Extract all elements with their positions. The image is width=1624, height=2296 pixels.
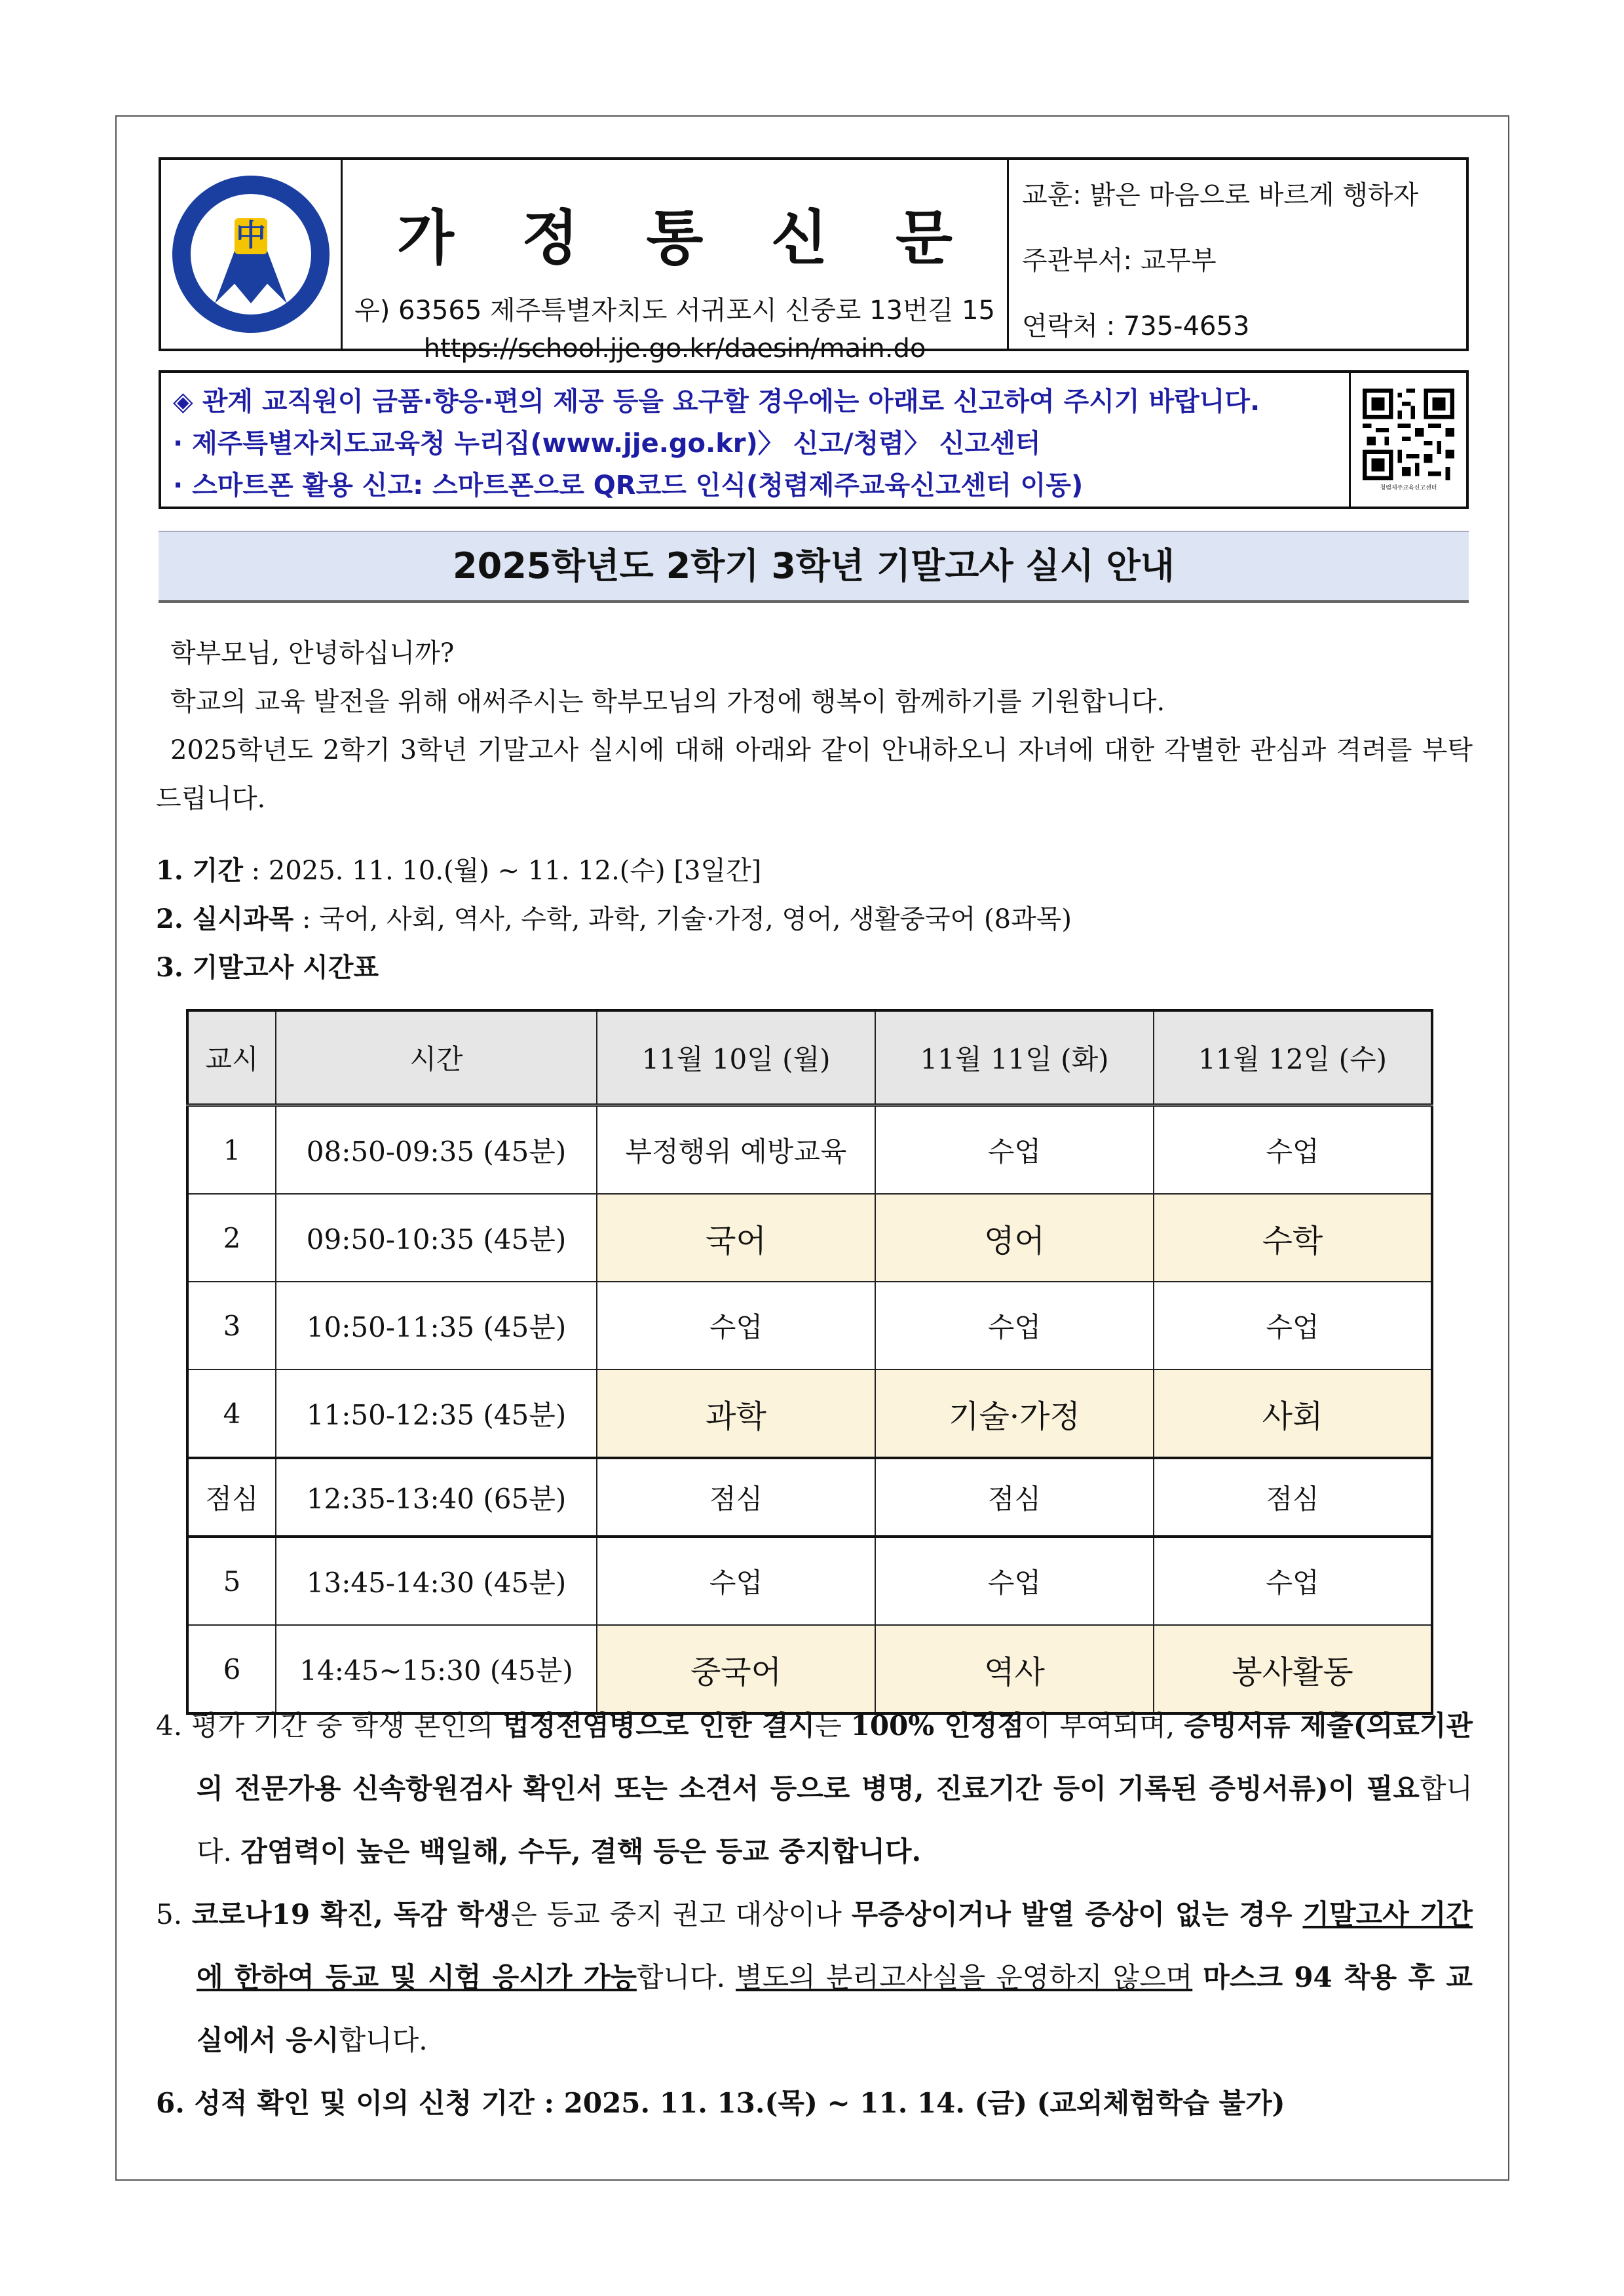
note-5-underline: 별도의 분리고사실을 운영하지 않으며: [735, 1961, 1193, 1993]
time-cell: 10:50-11:35 (45분): [276, 1282, 597, 1369]
table-row: [187, 1369, 1432, 1458]
exam-subject-cell: 봉사활동: [1154, 1625, 1432, 1713]
note-4-bold: 증빙서류 제출(의료기관의 전문가용 신속항원검사 확인서 또는 소견서 등으로 병명, 진료기간 등이 기록된 증빙서류)이 필요: [197, 1710, 1473, 1805]
school-url[interactable]: https://school.jje.go.kr/daesin/main.do: [423, 334, 926, 364]
exam-subject-cell: 역사: [875, 1625, 1154, 1713]
note-4-bold: 감염력이 높은 백일해, 수두, 결핵 등은 등교 중지합니다.: [240, 1835, 922, 1867]
table-header-row: [187, 1010, 1432, 1105]
department: 주관부서: 교무부: [1022, 246, 1217, 276]
note-5-bold: 무증상이거나 발열 증상이 없는 경우: [851, 1898, 1303, 1930]
note-4-bold: 100% 인정점: [850, 1710, 1025, 1742]
exam-subject-cell: 중국어: [597, 1625, 875, 1713]
notice-items: [156, 847, 1473, 992]
schedule-cell: 수업: [1154, 1105, 1432, 1195]
school-address: 우) 63565 제주특별자치도 서귀포시 신중로 13번길 15: [354, 296, 995, 326]
note-4-text: 이 부여되며,: [1024, 1710, 1184, 1742]
exam-subject-cell: 기술·가정: [875, 1369, 1154, 1458]
qr-cell: [1349, 373, 1466, 507]
newsletter-header: [159, 157, 1469, 364]
table-row: [187, 1194, 1432, 1282]
header-day-2: 11월 11일 (화): [875, 1010, 1154, 1105]
schedule-cell: 수업: [1154, 1537, 1432, 1625]
title-cell: [343, 160, 1009, 364]
period-cell: 1: [187, 1105, 276, 1195]
lunch-cell: 점심: [875, 1458, 1154, 1537]
time-cell: 11:50-12:35 (45분): [276, 1369, 597, 1458]
note-5-text: 은 등교 중지 권고 대상이나: [510, 1898, 852, 1930]
note-4-text: 합니다.: [197, 1772, 1473, 1867]
note-4-text: 는: [815, 1710, 851, 1742]
report-line-3: · 스마트폰 활용 신고: 스마트폰으로 QR코드 인식(청렴제주교육신고센터 이동): [173, 470, 1084, 501]
schedule-cell: 부정행위 예방교육: [597, 1105, 875, 1195]
exam-subject-cell: 과학: [597, 1369, 875, 1458]
period-cell: 3: [187, 1282, 276, 1369]
report-line-1: ◈ 관계 교직원이 금품·향응·편의 제공 등을 요구할 경우에는 아래로 신고하여 주시기 바랍니다.: [173, 387, 1260, 417]
lunch-cell: 점심: [1154, 1458, 1432, 1537]
schedule-cell: 수업: [875, 1537, 1154, 1625]
time-cell: 08:50-09:35 (45분): [276, 1105, 597, 1195]
school-logo: [161, 160, 343, 349]
note-5-text: [1192, 1961, 1203, 1993]
exam-timetable: [186, 1009, 1433, 1715]
header-day-3: 11월 12일 (수): [1154, 1010, 1432, 1105]
schedule-cell: 수업: [875, 1282, 1154, 1369]
schedule-cell: 수업: [1154, 1282, 1432, 1369]
report-notice-box: [159, 370, 1469, 509]
schedule-cell: 수업: [597, 1282, 875, 1369]
item-period: [156, 847, 1473, 895]
note-grade-check: 6. 성적 확인 및 이의 신청 기간 : 2025. 11. 13.(목) ~ 11. 14. (금) (교외체험학습 불가): [156, 2087, 1285, 2119]
table-row: [187, 1537, 1432, 1625]
time-cell: 09:50-10:35 (45분): [276, 1194, 597, 1282]
qr-code-icon[interactable]: [1363, 389, 1454, 480]
item-period-value: : 2025. 11. 10.(월) ~ 11. 12.(수) [3일간]: [242, 856, 762, 886]
note-5-text: 합니다.: [636, 1961, 736, 1993]
period-cell: 4: [187, 1369, 276, 1458]
item-subjects-label: 2. 실시과목: [156, 904, 294, 934]
notice-title-banner: 2025학년도 2학기 3학년 기말고사 실시 안내: [159, 531, 1469, 603]
note-4-bold: 법정전염병으로 인한 결시: [502, 1710, 816, 1742]
schedule-cell: 수업: [875, 1105, 1154, 1195]
info-cell: [1009, 160, 1466, 349]
greeting: 학부모님, 안녕하십니까?: [170, 638, 455, 668]
period-cell: 5: [187, 1537, 276, 1625]
note-5-bold: 코로나19 확진, 독감 학생: [191, 1898, 511, 1930]
newsletter-title: 가 정 통 신 문: [396, 204, 977, 273]
time-cell: 14:45~15:30 (45분): [276, 1625, 597, 1713]
qr-caption: 청렴제주교육신고센터: [1380, 484, 1437, 491]
report-text: [161, 373, 1349, 507]
table-row: [187, 1105, 1432, 1195]
header-day-1: 11월 10일 (월): [597, 1010, 875, 1105]
note-5-text: 합니다.: [339, 2024, 428, 2056]
time-cell: 12:35-13:40 (65분): [276, 1458, 597, 1537]
lunch-row: [187, 1458, 1432, 1537]
note-5-text: 5.: [156, 1898, 192, 1930]
exam-subject-cell: 수학: [1154, 1194, 1432, 1282]
note-4-text: 4. 평가 기간 중 학생 본인의: [156, 1710, 503, 1742]
exam-subject-cell: 사회: [1154, 1369, 1432, 1458]
period-cell: 점심: [187, 1458, 276, 1537]
time-cell: 13:45-14:30 (45분): [276, 1537, 597, 1625]
note-5-bold: 마스크 94 착용 후 교실에서 응시: [197, 1961, 1473, 2056]
table-row: [187, 1282, 1432, 1369]
logo-letter: 中: [236, 218, 266, 253]
exam-subject-cell: 국어: [597, 1194, 875, 1282]
item-subjects-value: : 국어, 사회, 역사, 수학, 과학, 기술·가정, 영어, 생활중국어 (8과목): [293, 904, 1072, 934]
intro-paragraph-2: 2025학년도 2학기 3학년 기말고사 실시에 대해 아래와 같이 안내하오니 자녀에 대한 각별한 관심과 격려를 부탁드립니다.: [156, 735, 1473, 814]
intro-paragraph-1: 학교의 교육 발전을 위해 애써주시는 학부모님의 가정에 행복이 함께하기를 기원합니다.: [170, 687, 1165, 717]
header-time: 시간: [276, 1010, 597, 1105]
period-cell: 2: [187, 1194, 276, 1282]
item-timetable-label: 3. 기말고사 시간표: [156, 952, 379, 983]
note-5-bold-underline: 기말고사 기간에 한하여 등교 및 시험 응시가 가능: [197, 1898, 1473, 1993]
school-motto: 교훈: 밝은 마음으로 바르게 행하자: [1022, 180, 1419, 210]
item-period-label: 1. 기간: [156, 855, 243, 886]
lunch-cell: 점심: [597, 1458, 875, 1537]
notice-notes: [156, 1694, 1473, 2135]
school-emblem-icon: [169, 172, 333, 336]
header-period: 교시: [187, 1010, 276, 1105]
schedule-cell: 수업: [597, 1537, 875, 1625]
exam-subject-cell: 영어: [875, 1194, 1154, 1282]
note-attendance: [156, 1694, 1473, 1883]
item-subjects: [156, 895, 1473, 944]
contact: 연락처 : 735-4653: [1022, 311, 1250, 341]
notice-body: [156, 629, 1473, 992]
note-covid: [156, 1883, 1473, 2072]
report-line-2: · 제주특별자치도교육청 누리집(www.jje.go.kr)〉 신고/청렴〉 신고센터: [173, 429, 1041, 459]
period-cell: 6: [187, 1625, 276, 1713]
